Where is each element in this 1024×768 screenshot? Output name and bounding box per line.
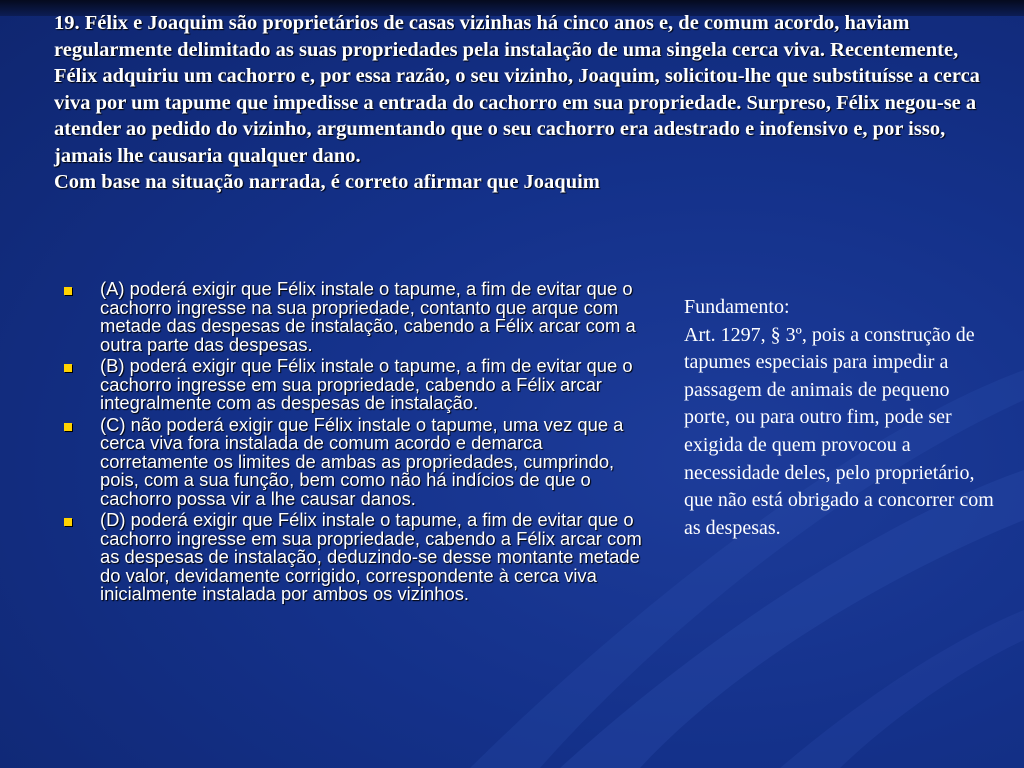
- question-block: [54, 10, 984, 196]
- option-c-text: (C) não poderá exigir que Félix instale o tapume, uma vez que a cerca viva fora instalada de comum acordo e demarca corretamente os limites de ambas as propriedades, cumprindo, pois, com a sua função, bem como não há indícios de que o cachorro possa vir a lhe causar danos.: [100, 413, 624, 509]
- fundamento-panel: [684, 294, 999, 542]
- fundamento-heading: Fundamento:: [684, 296, 790, 318]
- option-b-text: (B) poderá exigir que Félix instale o tapume, a fim de evitar que o cachorro ingresse em sua propriedade, cabendo a Félix arcar integralmente com as despesas de instalação.: [100, 355, 633, 413]
- option-a-text: (A) poderá exigir que Félix instale o tapume, a fim de evitar que o cachorro ingresse na sua propriedade, contanto que arque com metade das despesas de instalação, cabendo a Félix arcar com a outra parte das despesas.: [100, 278, 636, 355]
- fundamento-text: Art. 1297, § 3º, pois a construção de tapumes especiais para impedir a passagem de animais de pequeno porte, ou para outro fim, pode ser exigida de quem provocou a necessidade deles, pelo proprietário, que não está obrigado a concorrer com as despesas.: [684, 323, 994, 539]
- answer-options-list: [60, 280, 642, 607]
- option-a: [60, 280, 642, 354]
- option-d-text: (D) poderá exigir que Félix instale o tapume, a fim de evitar que o cachorro ingresse em sua propriedade, cabendo a Félix arcar com as despesas de instalação, deduzindo-se desse montante metade do valor, devidamente corrigido, correspondente à cerca viva inicialmente instalada por ambos os vizinhos.: [100, 509, 642, 604]
- option-c: [60, 413, 642, 509]
- option-d: [60, 511, 642, 604]
- option-b: [60, 357, 642, 413]
- square-bullet-icon: [64, 364, 72, 372]
- square-bullet-icon: [64, 287, 72, 295]
- square-bullet-icon: [64, 423, 72, 431]
- square-bullet-icon: [64, 518, 72, 526]
- question-paragraph: 19. Félix e Joaquim são proprietários de casas vizinhas há cinco anos e, de comum acordo, haviam regularmente delimitado as suas propriedades pela instalação de uma singela cerca viva. Recentemente, Félix adquiriu um cachorro e, por essa razão, o seu vizinho, Joaquim, solicitou-lhe que substituísse a cerca viva por um tapume que impedisse a entrada do cachorro em sua propriedade. Surpreso, Félix negou-se a atender ao pedido do vizinho, argumentando que o seu cachorro era adestrado e inofensivo e, por isso, jamais lhe causaria qualquer dano.: [54, 12, 980, 167]
- question-prompt: Com base na situação narrada, é correto afirmar que Joaquim: [54, 171, 600, 193]
